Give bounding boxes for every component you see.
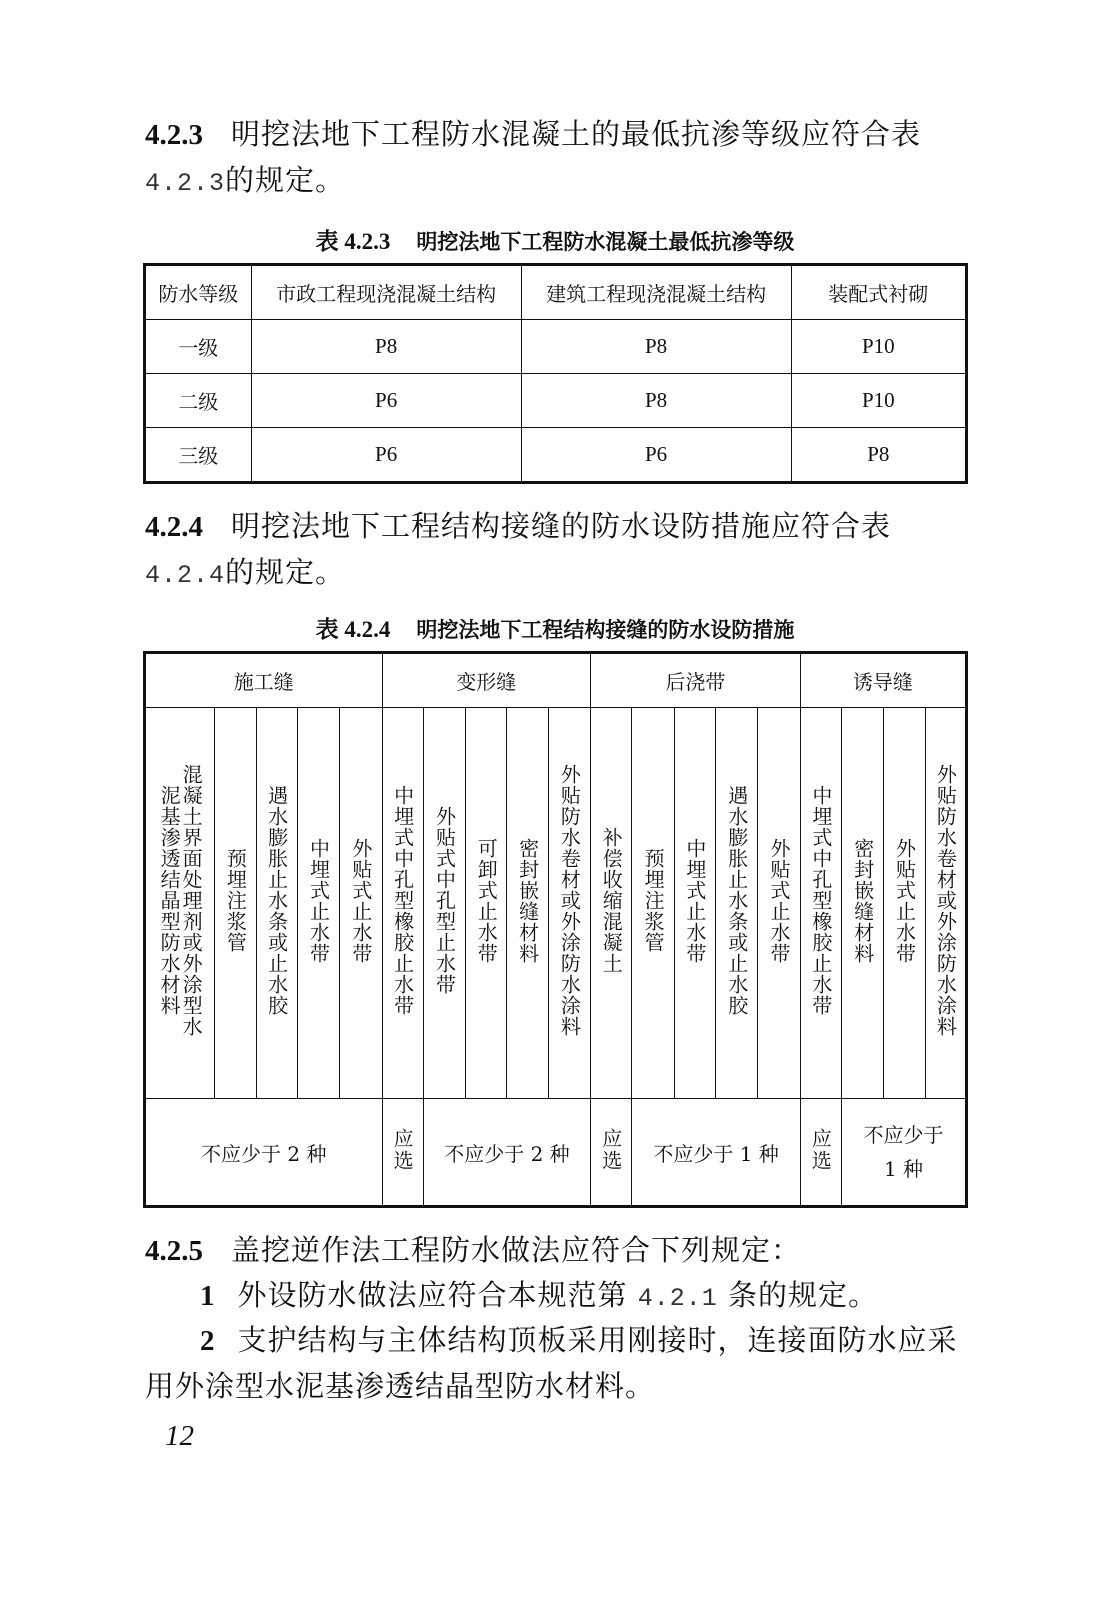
measure-label: 中埋式止水带 [682,837,707,964]
clause-text: 盖挖逆作法工程防水做法应符合下列规定： [231,1233,802,1267]
value-cell: P6 [251,374,521,428]
clause-4-2-4 [145,504,965,598]
header-cell: 建筑工程现浇混凝土结构 [521,265,791,320]
requirement-cell [842,1099,967,1207]
required-cell [591,1099,632,1207]
header-cell: 防水等级 [145,265,252,320]
clause-item-1 [200,1273,965,1321]
measure-label: 预埋注浆管 [223,848,248,953]
measure-label: 密封嵌缝材料 [515,837,540,964]
measure-label: 外贴式止水带 [767,837,792,964]
requirement-cell: 不应少于 2 种 [423,1099,590,1207]
measure-cell [800,708,841,1099]
caption-number: 表 4.2.4 [315,617,391,642]
clause-number: 4.2.3 [145,119,203,151]
group-deformation-joint: 变形缝 [382,653,591,708]
value-cell: P10 [791,374,966,428]
item-text-tail: 条的规定。 [727,1278,878,1312]
measure-label: 外贴式止水带 [348,837,373,964]
measure-cell [507,708,548,1099]
caption-text: 明挖法地下工程防水混凝土最低抗渗等级 [416,230,795,254]
measure-cell [423,708,465,1099]
clause-4-2-5 [145,1228,965,1274]
clause-item-2 [145,1318,965,1409]
measure-label: 遇水膨胀止水条或止水胶 [724,785,749,1016]
measure-cell [925,708,966,1099]
table-row [145,320,967,374]
group-header-row [145,653,967,708]
requirement-label: 不应少于 1 种 [863,1123,944,1181]
header-cell: 市政工程现浇混凝土结构 [251,265,521,320]
value-cell: P10 [791,320,966,374]
measure-cell [842,708,884,1099]
measure-label: 外贴式中孔型止水带 [432,806,457,995]
value-cell: P8 [791,428,966,483]
measure-cell [256,708,297,1099]
clause-tail: 的规定。 [225,555,346,589]
measure-label: 中埋式止水带 [306,837,331,964]
measure-cell [340,708,382,1099]
table-reference: 4.2.3 [145,169,226,198]
measure-label: 外贴防水卷材或外涂防水涂料 [933,764,958,1037]
measure-cell [297,708,339,1099]
item-text: 支护结构与主体结构顶板采用刚接时，连接面防水应采用外涂型水泥基渗透结晶型防水材料。 [145,1323,958,1403]
group-post-cast-strip: 后浇带 [591,653,801,708]
grade-cell: 一级 [145,320,252,374]
measures-row [145,708,967,1099]
caption-number: 表 4.2.3 [315,229,391,254]
table-4-2-4 [143,651,968,1208]
group-induced-joint: 诱导缝 [800,653,966,708]
measure-label: 混凝土界面处理剂或外涂型水泥基渗透结晶型防水材料 [157,764,204,1037]
clause-text: 明挖法地下工程防水混凝土的最低抗渗等级应符合表 [231,117,922,151]
clause-text: 明挖法地下工程结构接缝的防水设防措施应符合表 [231,509,892,543]
table-4-2-3 [143,263,968,484]
caption-text: 明挖法地下工程结构接缝的防水设防措施 [416,618,795,642]
measure-cell [758,708,800,1099]
measure-cell [215,708,256,1099]
measure-cell [884,708,925,1099]
measure-label: 中埋式中孔型橡胶止水带 [808,785,833,1016]
measure-cell [145,708,215,1099]
required-label: 应选 [598,1127,623,1172]
clause-4-2-3 [145,112,965,206]
measure-label: 中埋式中孔型橡胶止水带 [390,785,415,1016]
required-cell [382,1099,423,1207]
table-reference: 4.2.4 [145,561,226,590]
table-header-row [145,265,967,320]
value-cell: P8 [521,320,791,374]
grade-cell: 二级 [145,374,252,428]
measure-cell [548,708,590,1099]
requirement-cell: 不应少于 2 种 [145,1099,383,1207]
value-cell: P8 [521,374,791,428]
requirement-row [145,1099,967,1207]
required-label: 应选 [390,1127,415,1172]
item-text: 外设防水做法应符合本规范第 [237,1278,628,1312]
clause-number: 4.2.4 [145,511,203,543]
value-cell: P6 [521,428,791,483]
clause-number: 4.2.5 [145,1235,203,1267]
item-number: 2 [200,1325,216,1357]
measure-label: 外贴防水卷材或外涂防水涂料 [557,764,582,1037]
measure-cell [466,708,507,1099]
measure-label: 可卸式止水带 [474,837,499,964]
required-cell [800,1099,841,1207]
measure-label: 遇水膨胀止水条或止水胶 [264,785,289,1016]
requirement-cell: 不应少于 1 种 [632,1099,800,1207]
measure-label: 外贴式止水带 [892,837,917,964]
clause-reference: 4.2.1 [637,1284,718,1313]
value-cell: P6 [251,428,521,483]
measure-label: 补偿收缩混凝土 [599,827,624,974]
clause-tail: 的规定。 [225,163,346,197]
table-caption-4-2-3 [145,223,965,256]
page-number: 12 [165,1420,194,1452]
grade-cell: 三级 [145,428,252,483]
group-construction-joint: 施工缝 [145,653,383,708]
measure-cell [382,708,423,1099]
measure-cell [674,708,715,1099]
measure-cell [716,708,758,1099]
value-cell: P8 [251,320,521,374]
item-number: 1 [200,1280,216,1312]
required-label: 应选 [808,1127,833,1172]
measure-cell [591,708,632,1099]
table-row [145,374,967,428]
measure-cell [632,708,674,1099]
table-caption-4-2-4 [145,611,965,644]
table-row [145,428,967,483]
header-cell: 装配式衬砌 [791,265,966,320]
measure-label: 密封嵌缝材料 [850,837,875,964]
measure-label: 预埋注浆管 [641,848,666,953]
